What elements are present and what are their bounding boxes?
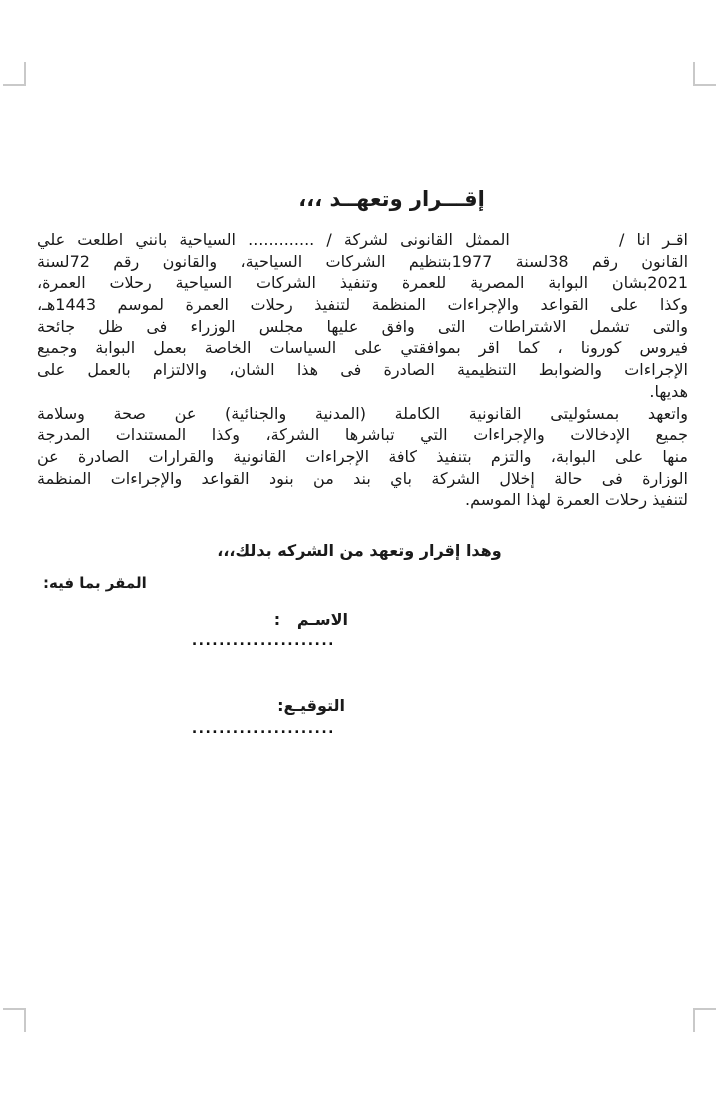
acknowledged-label: المقر بما فيه: <box>43 574 147 592</box>
closing-statement: وهدا إقرار وتعهد من الشركه بدلك،،، <box>217 541 502 560</box>
declaration-line: لتنفيذ رحلات العمرة لهذا الموسم. <box>465 490 688 510</box>
declaration-line: الإجراءات والضوابط التنظيمية الصادرة فى هذا الشان، والالتزام بالعمل على <box>37 360 688 380</box>
name-label: الاسـم : <box>273 610 348 629</box>
declaration-line: جميع الإدخالات والإجراءات التي تباشرها الشركة، وكذا المستندات المدرجة <box>37 425 688 445</box>
signature-fill-in-line: ..................... <box>191 721 335 737</box>
document-title: إقـــرار وتعهــد ،،، <box>298 187 485 211</box>
declaration-line: اقـر انا / الممثل القانونى لشركة / ............. السياحية بانني اطلعت علي <box>37 230 688 249</box>
declaration-line: والتى تشمل الاشتراطات التى وافق عليها مجلس الوزراء فى ظل جائحة <box>37 316 688 336</box>
declaration-line: واتعهد بمسئوليتى القانونية الكاملة (المدنية والجنائية) عن صحة وسلامة <box>37 403 688 423</box>
declaration-line: 2021بشان البوابة المصرية للعمرة وتنفيذ الشركات السياحية رحلات العمرة، <box>37 273 688 293</box>
declaration-line: منها على البوابة، والتزم بتنفيذ كافة الإجراءات القانونية والقرارات الصادرة عن <box>37 446 688 466</box>
signature-label: التوقيـع: <box>277 696 345 715</box>
crop-mark-top-left-icon <box>3 62 26 86</box>
declaration-line: وكذا على القواعد والإجراءات المنظمة لتنفيذ رحلات العمرة لموسم 1443هـ، <box>37 295 688 315</box>
crop-mark-bottom-right-icon <box>693 1008 716 1032</box>
crop-mark-bottom-left-icon <box>3 1008 26 1032</box>
declaration-line: فيروس كورونا ، كما اقر بموافقتي على السياسات الخاصة بعمل البوابة وجميع <box>37 338 688 358</box>
crop-mark-top-right-icon <box>693 62 716 86</box>
declaration-line: هديها. <box>649 381 688 401</box>
declaration-line: القانون رقم 38لسنة 1977بتنظيم الشركات السياحية، والقانون رقم 72لسنة <box>37 251 688 271</box>
declaration-body <box>37 229 688 511</box>
name-fill-in-line: ..................... <box>191 633 335 649</box>
declaration-line: الوزارة فى حالة إخلال الشركة باي بند من بنود القواعد والإجراءات المنظمة <box>37 468 688 488</box>
